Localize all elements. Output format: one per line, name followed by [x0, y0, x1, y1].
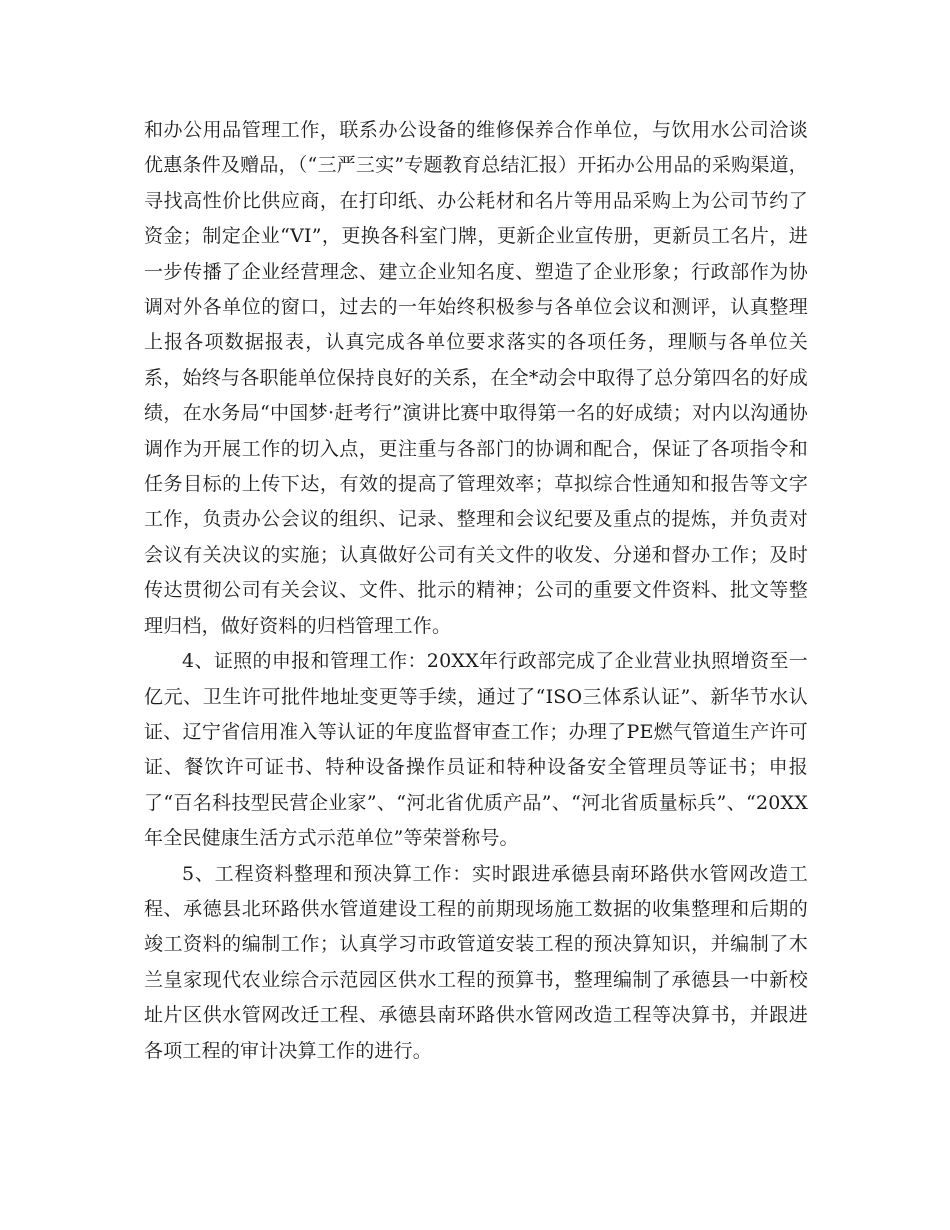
paragraph-continuation: 和办公用品管理工作，联系办公设备的维修保养合作单位，与饮用水公司洽谈优惠条件及赠品，（“三严三实”专题教育总结汇报）开拓办公用品的采购渠道，寻找高性价比供应商，在打印纸、办公耗材和名片等用品采购上为公司节约了资金；制定企业“VI”，更换各科室门牌，更新企业宣传册，更新员工名片，进一步传播了企业经营理念、建立企业知名度、塑造了企业形象；行政部作为协调对外各单位的窗口，过去的一年始终积极参与各单位会议和测评，认真整理上报各项数据报表，认真完成各单位要求落实的各项任务，理顺与各单位关系，始终与各职能单位保持良好的关系，在全*动会中取得了总分第四名的好成绩，在水务局“中国梦·赶考行”演讲比赛中取得第一名的好成绩；对内以沟通协调作为开展工作的切入点，更注重与各部门的协调和配合，保证了各项指令和任务目标的上传下达，有效的提高了管理效率；草拟综合性通知和报告等文字工作，负责办公会议的组织、记录、整理和会议纪要及重点的提炼，并负责对会议有关决议的实施；认真做好公司有关文件的收发、分递和督办工作；及时传达贯彻公司有关会议、文件、批示的精神；公司的重要文件资料、批文等整理归档，做好资料的归档管理工作。 [144, 119, 808, 637]
paragraph-item-4: 4、证照的申报和管理工作：20XX年行政部完成了企业营业执照增资至一亿元、卫生许可批件地址变更等手续，通过了“ISO三体系认证”、新华节水认证、辽宁省信用准入等认证的年度监督审查工作；办理了PE燃气管道生产许可证、餐饮许可证书、特种设备操作员证和特种设备安全管理员等证书；申报了“百名科技型民营企业家”、“河北省优质产品”、“河北省质量标兵”、“20XX年全民健康生活方式示范单位”等荣誉称号。 [144, 650, 808, 850]
paragraph-item-5: 5、工程资料整理和预决算工作：实时跟进承德县南环路供水管网改造工程、承德县北环路供水管道建设工程的前期现场施工数据的收集整理和后期的竣工资料的编制工作；认真学习市政管道安装工程的预决算知识，并编制了木兰皇家现代农业综合示范园区供水工程的预算书，整理编制了承德县一中新校址片区供水管网改迁工程、承德县南环路供水管网改造工程等决算书，并跟进各项工程的审计决算工作的进行。 [144, 862, 808, 1062]
document-body [144, 113, 808, 1069]
